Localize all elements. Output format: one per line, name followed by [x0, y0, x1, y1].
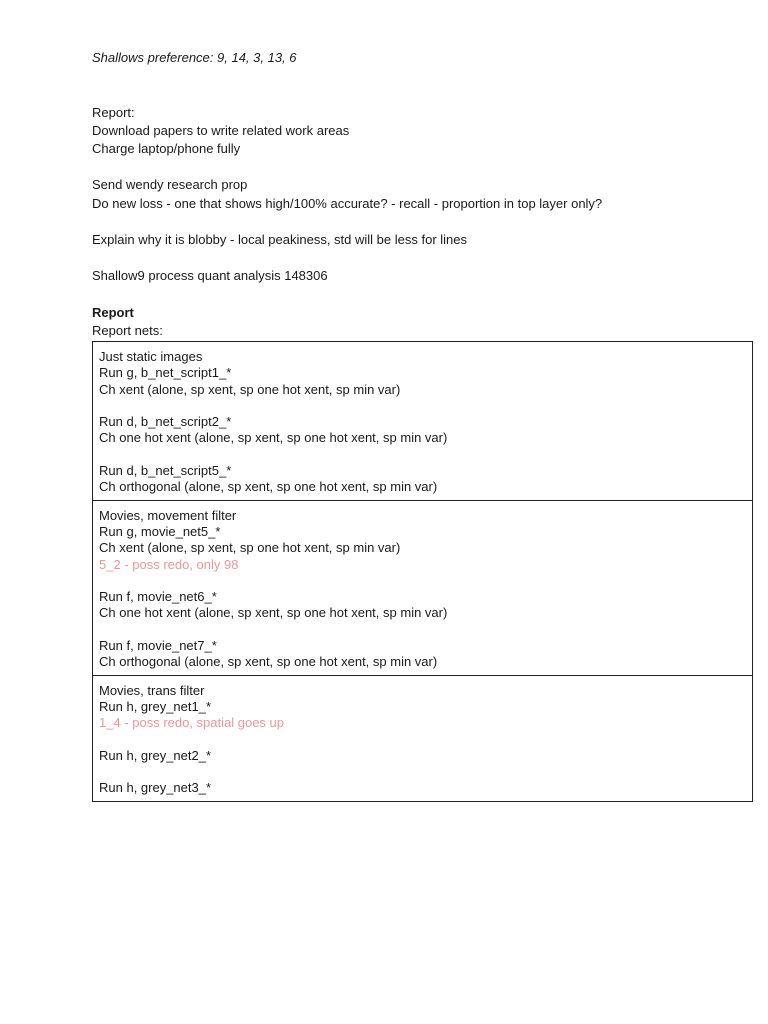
todo-quant-analysis: Shallow9 process quant analysis 148306	[92, 268, 328, 284]
config-line: Ch orthogonal (alone, sp xent, sp one hot xent, sp min var)	[99, 654, 438, 670]
run-line: Run g, movie_net5_*	[99, 523, 221, 539]
report-heading: Report:	[92, 104, 135, 120]
section-title: Movies, trans filter	[99, 682, 205, 698]
run-line: Run h, grey_net2_*	[99, 747, 212, 763]
run-line: Run h, grey_net1_*	[99, 698, 212, 714]
todo-charge-devices: Charge laptop/phone fully	[92, 140, 241, 156]
table-row-trans-filter	[93, 675, 752, 801]
run-line: Run d, b_net_script5_*	[99, 463, 232, 479]
config-line: Ch one hot xent (alone, sp xent, sp one hot xent, sp min var)	[99, 430, 448, 446]
config-line: Ch xent (alone, sp xent, sp one hot xent, sp min var)	[99, 381, 401, 397]
run-line: Run f, movie_net6_*	[99, 589, 217, 605]
section-title: Movies, movement filter	[99, 507, 237, 523]
table-row-static-images	[93, 342, 752, 500]
report-nets-table	[92, 341, 753, 802]
redo-note: 5_2 - poss redo, only 98	[99, 556, 239, 572]
run-line: Run f, movie_net7_*	[99, 638, 217, 654]
todo-download-papers: Download papers to write related work areas	[92, 122, 350, 138]
todo-send-research-prop: Send wendy research prop	[92, 177, 248, 193]
run-line: Run h, grey_net3_*	[99, 780, 212, 796]
config-line: Ch one hot xent (alone, sp xent, sp one hot xent, sp min var)	[99, 605, 448, 621]
shallows-preference: Shallows preference: 9, 14, 3, 13, 6	[92, 50, 297, 65]
config-line: Ch xent (alone, sp xent, sp one hot xent, sp min var)	[99, 540, 401, 556]
table-row-movement-filter	[93, 500, 752, 675]
section-title: Just static images	[99, 349, 203, 364]
redo-note: 1_4 - poss redo, spatial goes up	[99, 715, 285, 731]
run-line: Run g, b_net_script1_*	[99, 365, 232, 381]
config-line: Ch orthogonal (alone, sp xent, sp one hot xent, sp min var)	[99, 479, 438, 495]
todo-explain-blobby: Explain why it is blobby - local peakiness, std will be less for lines	[92, 231, 468, 247]
report-bold-heading: Report	[92, 304, 134, 320]
notes-body	[92, 49, 754, 340]
run-line: Run d, b_net_script2_*	[99, 414, 232, 430]
report-nets-label: Report nets:	[92, 322, 163, 338]
todo-new-loss: Do new loss - one that shows high/100% accurate? - recall - proportion in top layer only?	[92, 195, 603, 211]
